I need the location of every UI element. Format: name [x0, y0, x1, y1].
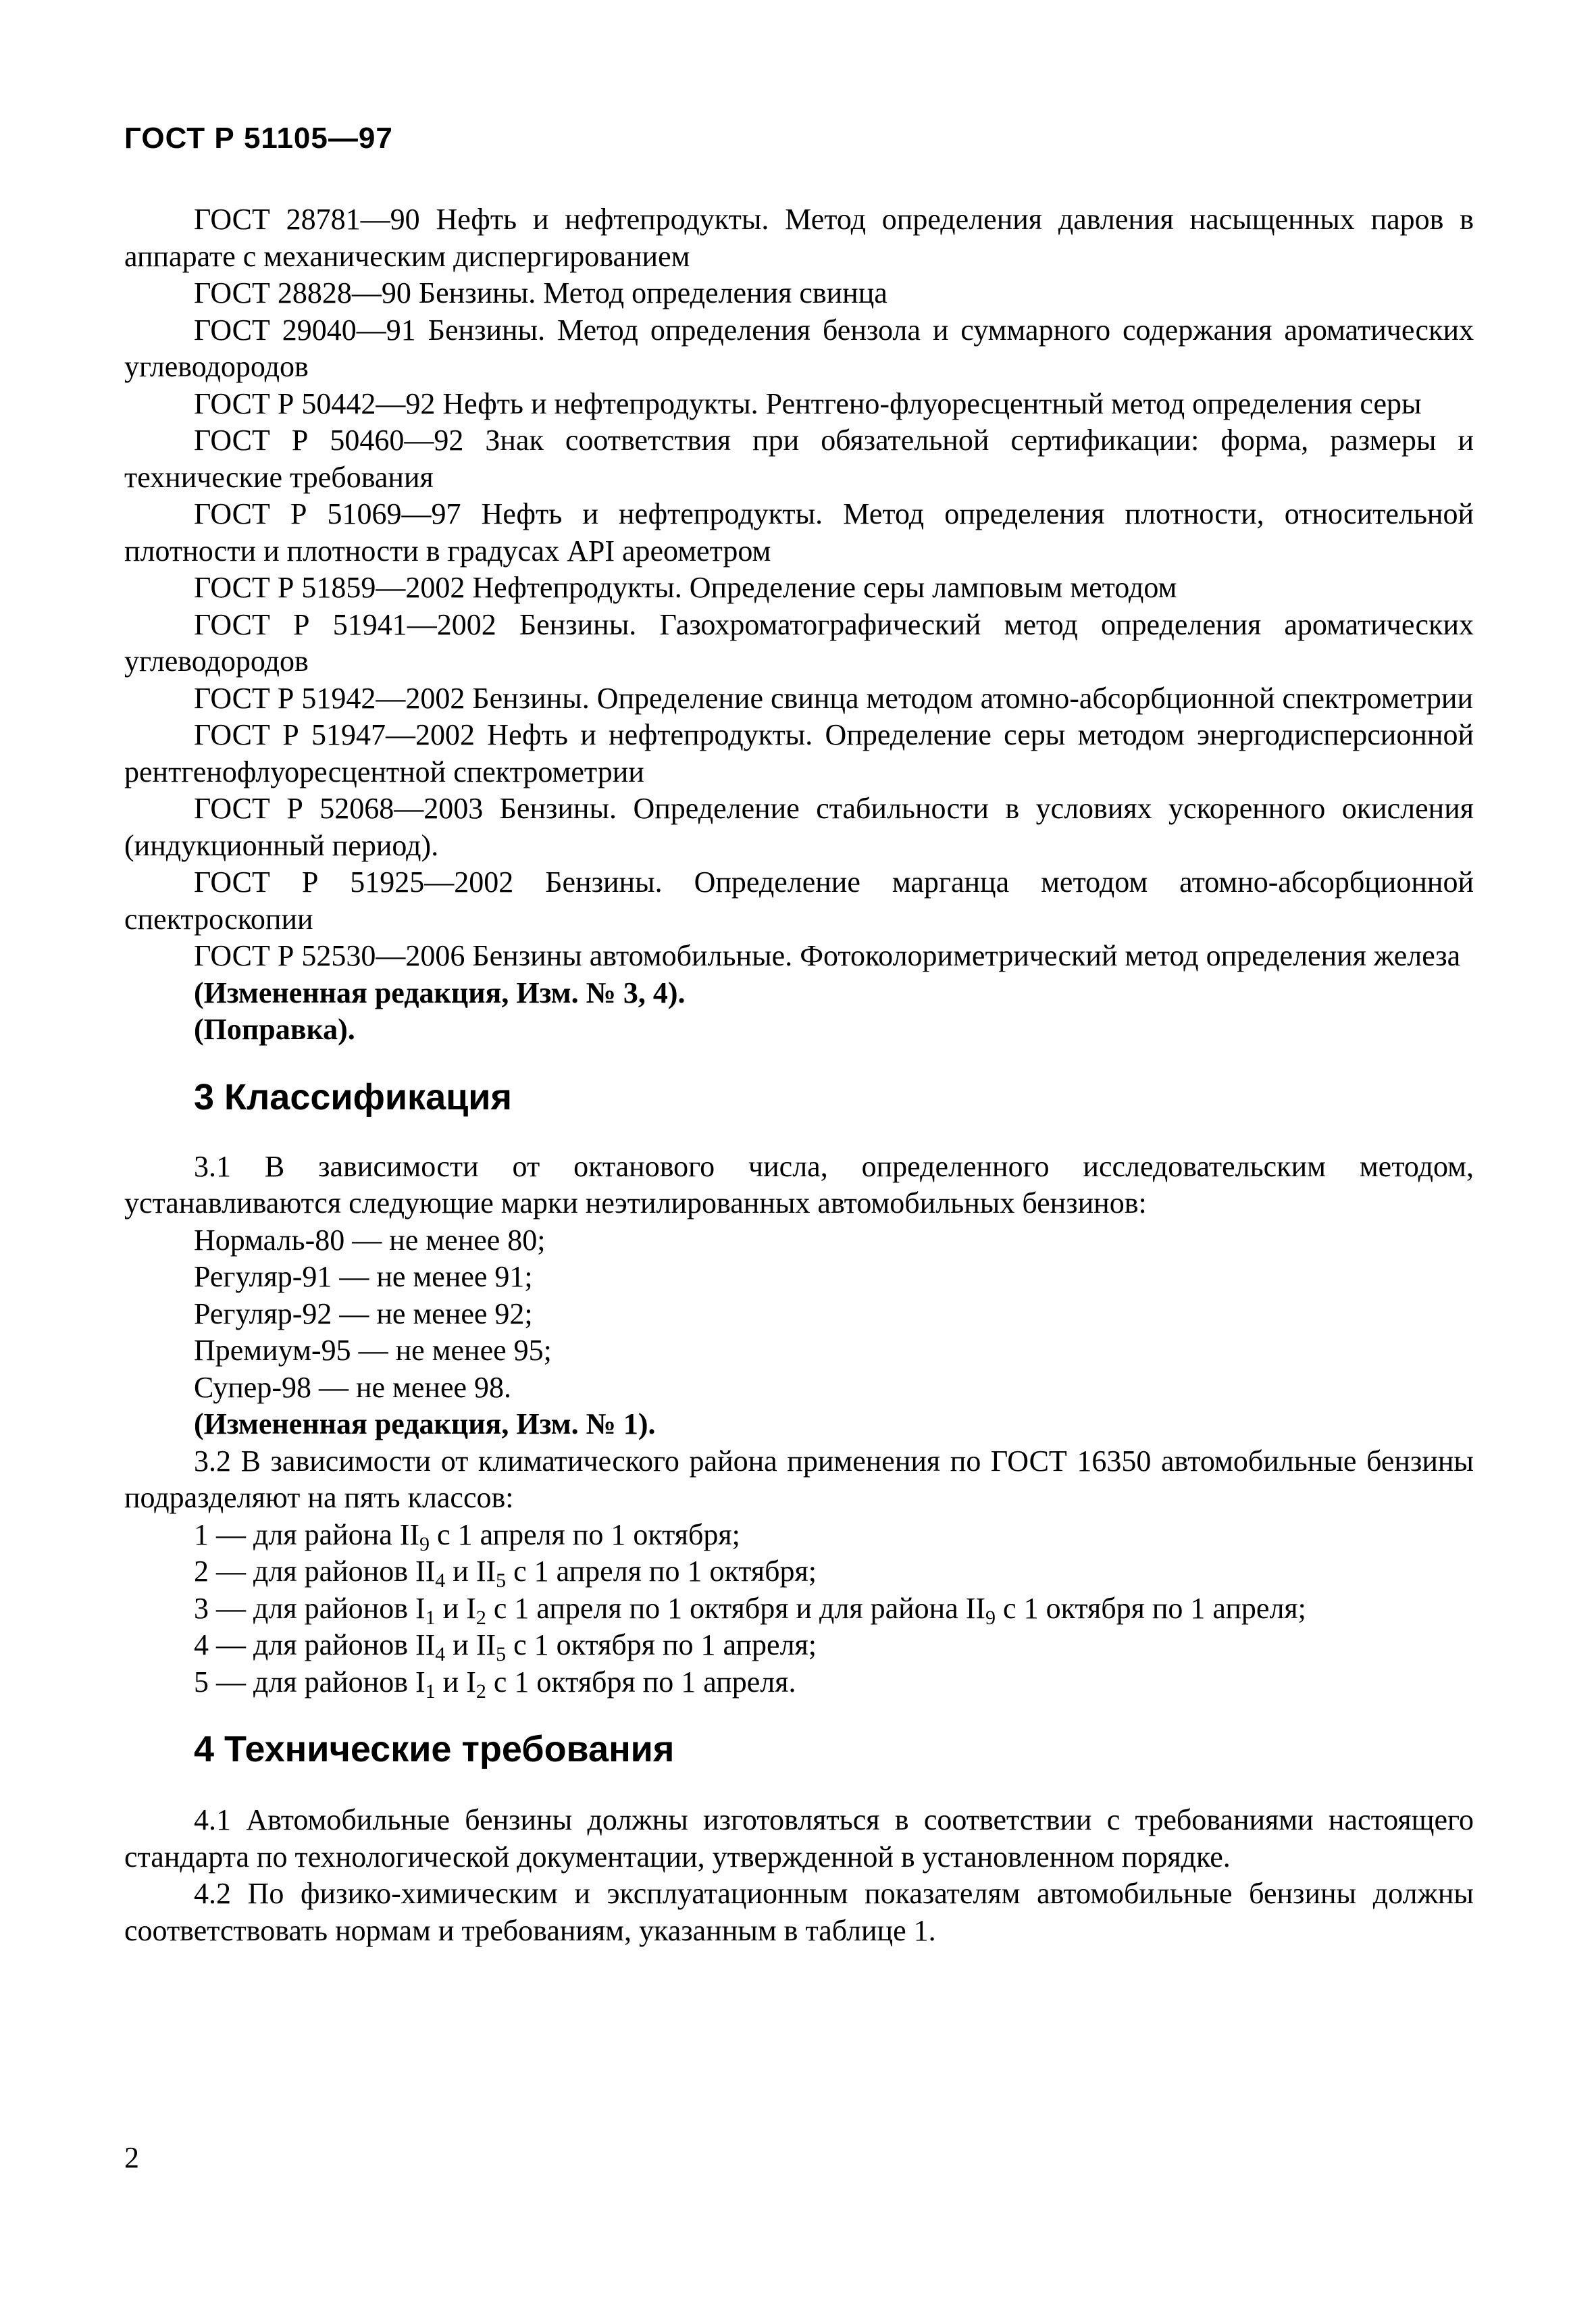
reference-item: ГОСТ 28781—90 Нефть и нефтепродукты. Метод определения давления насыщенных паров в аппарате с механическим диспергированием	[124, 203, 1474, 273]
grade-item: Регуляр-91 — не менее 91;	[194, 1260, 533, 1293]
reference-item: ГОСТ Р 51069—97 Нефть и нефтепродукты. Метод определения плотности, относительной плотности и плотности в градусах API ареометром	[124, 497, 1474, 568]
reference-item: ГОСТ Р 51859—2002 Нефтепродукты. Определение серы ламповым методом	[194, 571, 1177, 604]
section-3-heading: 3 Классификация	[194, 1076, 512, 1117]
reference-item: ГОСТ Р 51925—2002 Бензины. Определение марганца методом атомно-абсорбционной спектроскопии	[124, 865, 1474, 936]
clause-4-1: 4.1 Автомобильные бензины должны изготовляться в соответствии с требованиями настоящего стандарта по технологической документации, утвержденной в установленном порядке.	[124, 1803, 1474, 1873]
reference-item: ГОСТ Р 51947—2002 Нефть и нефтепродукты. Определение серы методом энергодисперсионной рентгенофлуоресцентной спектрометрии	[124, 718, 1474, 788]
reference-item: ГОСТ Р 50460—92 Знак соответствия при обязательной сертификации: форма, размеры и технические требования	[124, 424, 1474, 494]
reference-item: ГОСТ Р 51941—2002 Бензины. Газохроматографический метод определения ароматических углеводородов	[124, 607, 1474, 678]
class-item: 1 — для района $II_9$ с 1 апреля по 1 октября;	[194, 1517, 740, 1555]
class-item: 3 — для районов $I_1$ и $I_2$ с 1 апреля по 1 октября и для района $II_9$ с 1 октября по 1 апреля;	[194, 1591, 1306, 1629]
reference-item: ГОСТ Р 52530—2006 Бензины автомобильные. Фотоколориметрический метод определения железа	[194, 939, 1461, 972]
grade-item: Супер-98 — не менее 98.	[194, 1370, 512, 1404]
clause-3-2: 3.2 В зависимости от климатического района применения по ГОСТ 16350 автомобильные бензины подразделяют на пять классов:	[124, 1444, 1474, 1514]
clause-4-2: 4.2 По физико-химическим и эксплуатационным показателям автомобильные бензины должны соответствовать нормам и требованиям, указанным в таблице 1.	[124, 1877, 1474, 1947]
reference-item: ГОСТ 28828—90 Бензины. Метод определения свинца	[194, 276, 887, 309]
classes-list	[124, 1517, 1474, 1701]
correction-note: (Поправка).	[194, 1013, 355, 1046]
class-item: 4 — для районов $II_4$ и $II_5$ с 1 октября по 1 апреля;	[194, 1628, 817, 1665]
reference-item: ГОСТ Р 50442—92 Нефть и нефтепродукты. Рентгено-флуоресцентный метод определения серы	[194, 386, 1422, 420]
grade-item: Регуляр-92 — не менее 92;	[194, 1297, 533, 1330]
page-number: 2	[124, 2141, 139, 2174]
reference-item: ГОСТ Р 52068—2003 Бензины. Определение стабильности в условиях ускоренного окисления (индукционный период).	[124, 792, 1474, 862]
amendment-note: (Измененная редакция, Изм. № 3, 4).	[194, 976, 686, 1009]
document-body	[124, 201, 1474, 1949]
normative-references-list	[124, 201, 1474, 975]
section-4-heading: 4 Технические требования	[194, 1729, 675, 1769]
reference-item: ГОСТ Р 51942—2002 Бензины. Определение свинца методом атомно-абсорбционной спектрометрии	[194, 681, 1474, 715]
class-item: 2 — для районов $II_4$ и $II_5$ с 1 апреля по 1 октября;	[194, 1555, 817, 1592]
clause-3-1: 3.1 В зависимости от октанового числа, определенного исследовательским методом, устанавливаются следующие марки неэтилированных автомобильных бензинов:	[124, 1149, 1474, 1219]
class-item: 5 — для районов $I_1$ и $I_2$ с 1 октября по 1 апреля.	[194, 1665, 796, 1703]
grade-item: Нормаль-80 — не менее 80;	[194, 1223, 546, 1257]
grades-list	[124, 1222, 1474, 1407]
amendment-note: (Измененная редакция, Изм. № 1).	[194, 1407, 656, 1440]
grade-item: Премиум-95 — не менее 95;	[194, 1334, 552, 1367]
reference-item: ГОСТ 29040—91 Бензины. Метод определения бензола и суммарного содержания ароматических углеводородов	[124, 313, 1474, 383]
document-header: ГОСТ Р 51105—97	[124, 122, 393, 155]
